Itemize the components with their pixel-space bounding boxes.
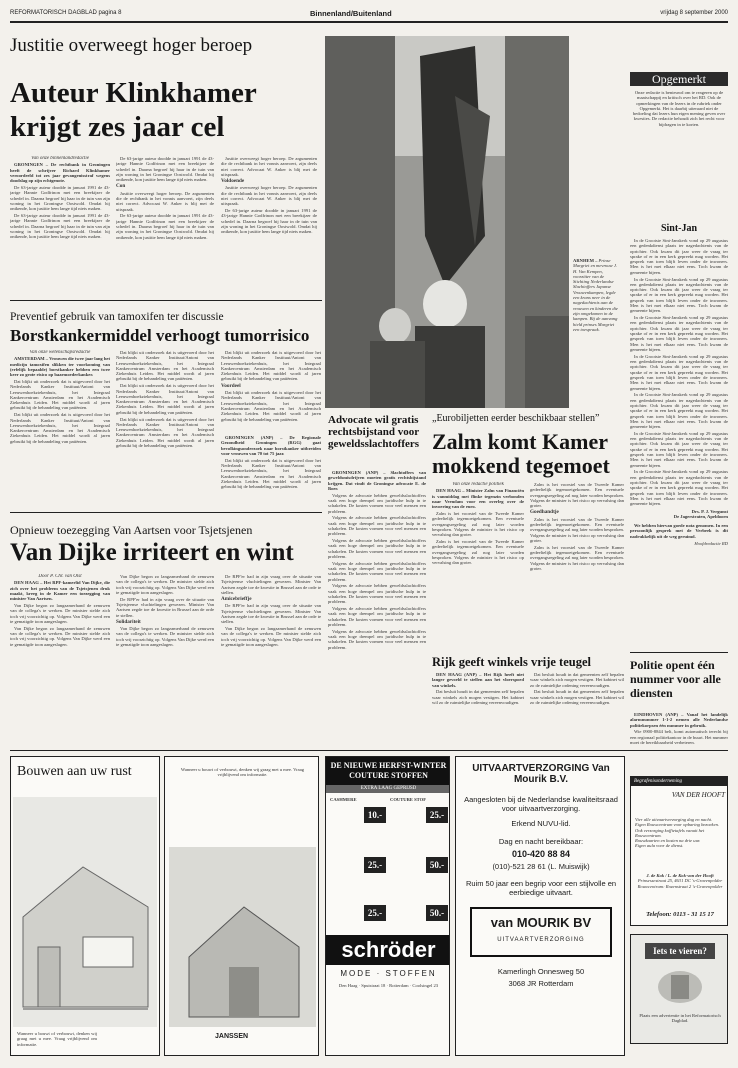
ad-vanderhooft-top: Begrafenisonderneming <box>631 777 728 786</box>
sintjan-text: In de Grootste Sint-Janskerk vond op 29 augustus een gedenkdienst plaats ter nagedachtenis van de oprichter. Ook kwam dit jaar weer de vraag ter sprake of er in een kerk gepreekt mag worden. Het gesprek van toen blijft leven onder de inwoners. Men is het met elkaar niet eens. Toch kwam de gemeente bijeen. <box>630 238 728 275</box>
ad-bouwen-text: Wanneer u bouwt of verbouwt, denken wij graag met u mee. Vraag vrijblijvend om informatie. <box>17 1031 97 1047</box>
ad-vanderhooft-item-0: Vier alle uitvaartverzorging dag en nacht. <box>635 817 713 822</box>
art1-col3-text3: De 63-jarige auteur doodde in januari 1991 de 43-jarige Hannie Godfrinon met een breekijzer de schedel in. Daarna begroef hij haar in de tuin van zijn woning in het Groningse Oostwold. Omdat hij ontkende, kon justitie hem lange tijd niets maken. <box>221 208 317 235</box>
photo-caption <box>573 258 621 408</box>
masthead-date: vrijdag 8 september 2000 <box>660 10 728 16</box>
art4-col2-text2: Zalm is het voorstel van de Tweede Kamer gedeeltelijk tegemoetgekomen. Een eventuele overgangsregeling zal nog later worden besproken. Volgens de minister is het risico op vervalsing dan groter. <box>530 516 624 543</box>
ad-schroder-header: DE NIEUWE HERFST-WINTER COUTURE STOFFEN <box>326 757 450 785</box>
art4-col2-text: Zalm is het voorstel van de Tweede Kamer gedeeltelijk tegemoetgekomen. Een eventuele overgangsregeling zal nog later worden besproken. Volgens de minister is het risico op vervalsing dan groter. <box>530 482 624 509</box>
ad-schroder-item2: COUTURE STOF <box>390 797 427 802</box>
art2-kicker: Preventief gebruik van tamoxifen ter discussie <box>10 311 224 323</box>
sintjan-text4: In de Grootste Sint-Janskerk vond op 29 augustus een gedenkdienst plaats ter nagedachtenis van de oprichter. Ook kwam dit jaar weer de vraag ter sprake of er in een kerk gepreekt mag worden. Het gesprek van toen blijft leven onder de inwoners. Men is het met elkaar niet eens. Toch kwam de gemeente bijeen. <box>630 353 728 391</box>
art2-col2 <box>116 350 214 508</box>
art2-note-text: GRONINGEN (ANP) – De Regionale Gezondheid Groningen (RGG) gaat bevolkingsonderzoek naar borstkanker uitbreiden voor vrouwen van 70 tot 75 jaar. <box>221 435 321 456</box>
sintjan-place: De Jagerstraten, Apeldoorn <box>673 513 728 519</box>
art6-sub2: Amicebrieffje <box>221 596 252 603</box>
ad-vanmourik-line2: Erkend NUVU-lid. <box>511 819 571 828</box>
masthead-section: Binnenland/Buitenland <box>310 9 392 18</box>
art6-col1 <box>10 574 110 744</box>
masthead-paper: REFORMATORISCH DAGBLAD pagina 8 <box>10 10 122 16</box>
art2-col2-text2: Dat blijkt uit onderzoek dat is uitgevoerd door het Nederlands Kanker Instituut/Antoni van Leeuwenhoekziekenhuis, het Integraal Kankercentrum Amsterdam en het Academisch Ziekenhuis Leiden. Het middel wordt al jaren gebruikt bij de behandeling van patiënten. <box>116 383 214 415</box>
art1-byline: Van onze binnenlandredactie <box>31 156 89 161</box>
art5-headline: Rijk geeft winkels vrije teugel <box>432 655 591 669</box>
ad-vanmourik-line4: Ruim 50 jaar een begrip voor een stijlvolle en eerbiedige uitvaart. <box>465 879 617 897</box>
art2-lead: AMSTERDAM – Vrouwen die twee jaar lang het medicijn tamoxifen slikken ter voorkoming van (erfelijk bepaalde) borstkanker hebben een twee keer zo grote risico op baarmoederkanker. <box>10 356 110 378</box>
ad-vanmourik-line3: Dag en nacht bereikbaar: <box>498 837 584 846</box>
ad-vanmourik-address1: Kamerlingh Onnesweg 50 <box>497 967 585 976</box>
sintjan-text5: In de Grootste Sint-Janskerk vond op 29 augustus een gedenkdienst plaats ter nagedachtenis van de oprichter. Ook kwam dit jaar weer de vraag ter sprake of er in een kerk gepreekt mag worden. Het gesprek van toen blijft leven onder de inwoners. Men is het met elkaar niet eens. Toch kwam de gemeente bijeen. <box>630 392 728 430</box>
ad-vanmourik-logo-sub: UITVAARTVERZORGING <box>497 937 585 943</box>
art3-lead: GRONINGEN (ANP) – Slachtoffers van geweldsmisdrijven moeten gratis rechtsbijstand krijgen. Dat vindt de Groningse advocate E. de Boer. <box>328 470 426 491</box>
masthead <box>10 8 728 20</box>
ad-vanderhooft-item-3: Rouwkaarten en kosten na drie uur. <box>635 838 701 844</box>
art1-col2-text: De 63-jarige auteur doodde in januari 1991 de 43-jarige Hannie Godfrinon met een breekijzer de schedel in. Daarna begroef hij haar in de tuin van zijn woning in het Groningse Oostwold. Omdat hij ontkende, kon justitie hem lange tijd niets maken. <box>116 156 214 183</box>
art6-col2-text: Van Dijke begon zo langzamerhand de zenuwen van de collega's te werken. De minister stelde zich toch vrij voorzichtig op. Volgens Van Dijke werd een te gematigde toon aangeslagen. <box>116 574 214 595</box>
rule-2 <box>10 512 322 513</box>
politie-lead: EINDHOVEN (ANP) – Vanaf het landelijk alarmnummer 1-1-2 nemen alle Nederlandse politiekorpsen één nummer in gebruik. <box>630 712 728 728</box>
sintjan-text2: In de Grootste Sint-Janskerk vond op 29 augustus een gedenkdienst plaats ter nagedachtenis van de oprichter. Ook kwam dit jaar weer de vraag ter sprake of er in een kerk gepreekt mag worden. Het gesprek van toen blijft leven onder de inwoners. Men is het met elkaar niet eens. Toch kwam de gemeente bijeen. <box>630 276 728 314</box>
art6-kicker: Opnieuw toezegging Van Aartsen voor Tsjetsjenen <box>10 523 253 537</box>
ad-janssen-illustration <box>169 847 316 1027</box>
ad-janssen-text: Wanneer u bouwt of verbouwt, denken wij graag met u mee. Vraag vrijblijvend om informatie. <box>180 767 305 778</box>
art6-col3-text: De RPF'er had in zijn vraag over de situatie van Tsjetsjeense vluchtelingen gewezen. Minister Van Aartsen zegde toe de kwestie in Brussel aan de orde te stellen. <box>221 574 321 595</box>
ad-schroder-tagline: MODE · STOFFEN <box>340 969 437 978</box>
art4-text: Zalm is het voorstel van de Tweede Kamer gedeeltelijk tegemoetgekomen. Een eventuele overgangsregeling zal nog later worden besproken. Volgens de minister is het risico op vervalsing dan groter. <box>432 510 524 538</box>
opgemerkt-title: Opgemerkt <box>630 72 728 86</box>
art3-text4: Volgens de advocate hebben geweldsslachtoffers vaak een hoge drempel om juridische hulp in te schakelen. De kosten vormen voor veel mensen een probleem. <box>328 560 426 582</box>
ad-vanmourik-logo: van MOURIK BV <box>490 915 592 930</box>
art5-col2-text: Dat besluit houdt in dat gemeenten zelf bepalen waar winkels zich mogen vestigen. Het kabinet wil zo de ruimtelijke ordening vereenvoudigen. <box>530 672 624 688</box>
art1-headline: Auteur Klinkhamer krijgt zes jaar cel <box>10 77 257 143</box>
ad-schroder-price6: 50.- <box>426 905 448 921</box>
art2-text2: Dat blijkt uit onderzoek dat is uitgevoerd door het Nederlands Kanker Instituut/Antoni van Leeuwenhoekziekenhuis, het Integraal Kankercentrum Amsterdam en het Academisch Ziekenhuis Leiden. Het middel wordt al jaren gebruikt bij de behandeling van patiënten. <box>10 412 110 444</box>
art2-note-text2: Dat blijkt uit onderzoek dat is uitgevoerd door het Nederlands Kanker Instituut/Antoni van Leeuwenhoekziekenhuis, het Integraal Kankercentrum Amsterdam en het Academisch Ziekenhuis Leiden. Het middel wordt al jaren gebruikt bij de behandeling van patiënten. <box>221 457 321 490</box>
art4-headline: Zalm komt Kamer mokkend tegemoet <box>432 429 610 478</box>
masthead-rule <box>10 21 728 23</box>
art3-text7: Volgens de advocate hebben geweldsslachtoffers vaak een hoge drempel om juridische hulp in te schakelen. De kosten vormen voor veel mensen een probleem. <box>328 628 426 650</box>
ad-bouwen-title: Bouwen aan uw rust <box>17 764 132 779</box>
politie-body <box>630 712 728 772</box>
ad-vanmourik-phone1: 010-420 88 84 <box>511 849 571 859</box>
art1-lead: GRONINGEN – De rechtbank in Groningen heeft de schrijver Richard Klinkhamer veroordeeld tot zes jaar gevangenisstraf wegens doodslag op zijn echtgenote. <box>10 162 110 184</box>
art2-col2-text: Dat blijkt uit onderzoek dat is uitgevoerd door het Nederlands Kanker Instituut/Antoni van Leeuwenhoekziekenhuis, het Integraal Kankercentrum Amsterdam en het Academisch Ziekenhuis Leiden. Het middel wordt al jaren gebruikt bij de behandeling van patiënten. <box>116 350 214 382</box>
ad-vanderhooft-item-2: Ook verzorging koffietafels vanuit het Rouwcentrum. <box>635 827 705 838</box>
ad-schroder-strip: EXTRA LAAG GEPRIJSD <box>326 785 450 793</box>
opgemerkt-box <box>630 36 728 216</box>
sintjan-signature: Drs. P. J. Vergunst <box>691 508 728 514</box>
art6-sub1: Solidariteit <box>116 618 141 625</box>
photo-caption-lead: ARNHEM – <box>573 258 598 263</box>
art4-byline: Van onze redactie politiek <box>452 482 504 487</box>
ad-bottom-illustration <box>651 967 709 1007</box>
ad-vanderhooft-item-4: Eigen aula voor de dienst. <box>635 843 684 849</box>
ad-schroder-address: Den Haag · Spuistraat 18 · Rotterdam · Coolsingel 23 <box>338 983 439 988</box>
art1-col3-text2: Justitie overweegt hoger beroep. De argumenten die de rechtbank in het vonnis aanvoert, zijn deels niet correct. Advocaat W. Anker is blij met de uitspraak. <box>221 185 317 207</box>
sintjan-closing: We hebben hiervan goede nota genomen. In een persoonlijk gesprek met de Verbeek is dit nadrukkelijk uit de weg geruimd. <box>630 523 728 539</box>
art1-col2-text2: Justitie overweegt hoger beroep. De argumenten die de rechtbank in het vonnis aanvoert, zijn deels niet correct. Advocaat W. Anker is blij met de uitspraak. <box>116 190 214 212</box>
art6-col2-text2: De RPF'er had in zijn vraag over de situatie van Tsjetsjeense vluchtelingen gewezen. Minister Van Aartsen zegde toe de kwestie in Brussel aan de orde te stellen. <box>116 596 214 618</box>
art4-lead: DEN HAAG – Minister Zalm van Financiën is vanmiddag met flinke tegenzin verbonden naar Veendam voor een overleg over de invoering van de euro. <box>432 488 524 510</box>
art3-text: Volgens de advocate hebben geweldsslachtoffers vaak een hoge drempel om juridische hulp in te schakelen. De kosten vormen voor veel mensen een probleem. <box>328 492 426 514</box>
art6-byline: Door P. Chr. van Olst <box>38 574 82 579</box>
rule-ads <box>10 750 728 751</box>
sintjan-title: Sint-Jan <box>660 223 698 234</box>
art3-text2: Volgens de advocate hebben geweldsslachtoffers vaak een hoge drempel om juridische hulp in te schakelen. De kosten vormen voor veel mensen een probleem. <box>328 515 426 537</box>
art2-note <box>221 435 321 507</box>
opgemerkt-text: Onze redactie is benieuwd om te reageren op de maatschappij en kritisch over het RD. Ook de opmerkingen van de lezers in de rubriek onder Opgemerkt. Het is daarbij uiteraard niet de bedoeling dat lezers hun eigen mening geven over kwesties. De redactie behoudt zich het recht voor bijdragen in te korten. <box>632 90 726 127</box>
art1-col2-text3: De 63-jarige auteur doodde in januari 1991 de 43-jarige Hannie Godfrinon met een breekijzer de schedel in. Daarna begroef hij haar in de tuin van zijn woning in het Groningse Oostwold. Omdat hij ontkende, kon justitie hem lange tijd niets maken. <box>116 213 214 240</box>
ad-vanmourik <box>455 756 625 1056</box>
art6-lead: DEN HAAG – Het RPF-kamerlid Van Dijke, die zich over het probleem van de Tsjetsjenen druk maakt, kreeg in de Kamer een toezegging van minister Van Aartsen. <box>10 580 110 602</box>
art6-col3 <box>221 574 321 744</box>
art3-text3: Volgens de advocate hebben geweldsslachtoffers vaak een hoge drempel om juridische hulp in te schakelen. De kosten vormen voor veel mensen een probleem. <box>328 538 426 559</box>
art5-col1 <box>432 672 524 744</box>
art1-col2 <box>116 156 214 296</box>
sintjan-body <box>630 238 728 650</box>
art1-col3-text: Justitie overweegt hoger beroep. De argumenten die de rechtbank in het vonnis aanvoert, zijn deels niet correct. Advocaat W. Anker is blij met de uitspraak. <box>221 156 317 177</box>
art4-col1 <box>432 482 524 647</box>
ad-bottom-title: Iets te vieren? <box>645 943 715 959</box>
art4-kicker: „Eurobiljetten eerder beschikbaar stellen” <box>432 413 600 424</box>
ad-vanderhooft-list <box>635 817 725 865</box>
art3-text6: Volgens de advocate hebben geweldsslachtoffers vaak een hoge drempel om juridische hulp in te schakelen. De kosten vormen voor veel mensen een probleem. <box>328 606 426 628</box>
art2-byline: Van onze wetenschapsredactie <box>29 350 91 355</box>
ad-bottom <box>630 934 728 1044</box>
sintjan-text6: In de Grootste Sint-Janskerk vond op 29 augustus een gedenkdienst plaats ter nagedachtenis van de oprichter. Ook kwam dit jaar weer de vraag ter sprake of er in een kerk gepreekt mag worden. Het gesprek van toen blijft leven onder de inwoners. Men is het met elkaar niet eens. Toch kwam de gemeente bijeen. <box>630 430 728 468</box>
art5-text: Dat besluit houdt in dat gemeenten zelf bepalen waar winkels zich mogen vestigen. Het kabinet wil zo de ruimtelijke ordening vereenvoudigen. <box>432 689 524 705</box>
art2-sub: Voordeel <box>221 382 241 389</box>
art5-col2-text2: Dat besluit houdt in dat gemeenten zelf bepalen waar winkels zich mogen vestigen. Het kabinet wil zo de ruimtelijke ordening vereenvoudigen. <box>530 689 624 705</box>
ad-vanderhooft-address <box>635 873 725 909</box>
rule-3 <box>630 652 728 653</box>
art2-col2-text3: Dat blijkt uit onderzoek dat is uitgevoerd door het Nederlands Kanker Instituut/Antoni van Leeuwenhoekziekenhuis, het Integraal Kankercentrum Amsterdam en het Academisch Ziekenhuis Leiden. Het middel wordt al jaren gebruikt bij de behandeling van patiënten. <box>116 416 214 449</box>
art1-sub1: Con <box>116 183 126 190</box>
art6-col3-text3: Van Dijke begon zo langzamerhand de zenuwen van de collega's te werken. De minister stelde zich toch vrij voorzichtig op. Volgens Van Dijke werd een te gematigde toon aangeslagen. <box>221 626 321 648</box>
news-photo <box>325 36 569 408</box>
sintjan-text7: In de Grootste Sint-Janskerk vond op 29 augustus een gedenkdienst plaats ter nagedachtenis van de oprichter. Ook kwam dit jaar weer de vraag ter sprake of er in een kerk gepreekt mag worden. Het gesprek van toen blijft leven onder de inwoners. Men is het met elkaar niet eens. Toch kwam de gemeente bijeen. <box>630 469 728 507</box>
ad-bottom-text: Plaats een advertentie in het Reformatorisch Dagblad. <box>639 1013 721 1024</box>
ad-schroder-brand: schröder <box>326 935 450 965</box>
ad-vanderhooft-phone: Telefoon: 0113 - 31 15 17 <box>646 911 714 918</box>
art1-kicker: Justitie overweegt hoger beroep <box>10 35 253 56</box>
politie-text: Wie 0900-8844 belt, komt automatisch terecht bij een regionaal politiekantoor in de buurt. Het nummer moet de bereikbaarheid verbeteren. <box>630 729 728 745</box>
ad-vanderhooft-item-1: Eigen Rouwcentrum voor opbaring bezoeken. <box>635 822 720 828</box>
politie-headline: Politie opent één nummer voor alle diensten <box>630 658 721 700</box>
art2-col3-text2: Dat blijkt uit onderzoek dat is uitgevoerd door het Nederlands Kanker Instituut/Antoni van Leeuwenhoekziekenhuis, het Integraal Kankercentrum Amsterdam en het Academisch Ziekenhuis Leiden. Het middel wordt al jaren gebruikt bij de behandeling van patiënten. <box>221 390 321 422</box>
ad-vanmourik-phone2: (010)-521 28 61 (L. Muiswijk) <box>492 862 590 871</box>
ad-bouwen <box>10 756 160 1056</box>
ad-schroder-price3: 25.- <box>364 857 386 873</box>
ad-vanmourik-logo-box <box>470 907 612 957</box>
ad-schroder-item1: CASHMERE <box>330 797 357 802</box>
art1-col3 <box>221 156 317 296</box>
art6-text: Van Dijke begon zo langzamerhand de zenuwen van de collega's te werken. De minister stelde zich toch vrij voorzichtig op. Volgens Van Dijke werd een te gematigde toon aangeslagen. <box>10 602 110 624</box>
art2-headline: Borstkankermiddel verhoogt tumorrisico <box>10 326 310 345</box>
ad-vanderhooft-brand: VAN DER HOOFT <box>671 791 725 799</box>
art4-col2 <box>530 482 624 647</box>
art3-body <box>328 470 426 738</box>
ad-vanmourik-line1: Aangesloten bij de Nederlandse kwaliteitsraad voor uitvaartverzorging. <box>464 795 618 813</box>
ad-vanmourik-address2: 3068 JR Rotterdam <box>508 979 574 988</box>
art6-text2: Van Dijke begon zo langzamerhand de zenuwen van de collega's te werken. De minister stelde zich toch vrij voorzichtig op. Volgens Van Dijke werd een te gematigde toon aangeslagen. <box>10 625 110 647</box>
art2-col1 <box>10 350 110 508</box>
ad-janssen <box>164 756 319 1056</box>
art5-col2 <box>530 672 624 744</box>
sintjan-closing-sign: Hoofdredactie RD <box>694 540 728 546</box>
rule-1 <box>10 300 322 301</box>
ad-schroder <box>325 756 450 1056</box>
photo-image <box>325 36 569 408</box>
art2-col3-text: Dat blijkt uit onderzoek dat is uitgevoerd door het Nederlands Kanker Instituut/Antoni van Leeuwenhoekziekenhuis, het Integraal Kankercentrum Amsterdam en het Academisch Ziekenhuis Leiden. Het middel wordt al jaren gebruikt bij de behandeling van patiënten. <box>221 350 321 382</box>
ad-vanderhooft-addr2: Prinsessestraat 25, 4631 DC 's-Gravenpolder <box>637 878 723 884</box>
ad-schroder-price2: 25.- <box>426 807 448 823</box>
art5-lead: DEN HAAG (ANP) – Het Rijk heeft niet langer gevoeld te stellen aan het vloerspoed van winkels. <box>432 672 524 688</box>
ad-vanderhooft <box>630 776 728 926</box>
art6-col3-text2: De RPF'er had in zijn vraag over de situatie van Tsjetsjeense vluchtelingen gewezen. Minister Van Aartsen zegde toe de kwestie in Brussel aan de orde te stellen. <box>221 603 321 625</box>
ad-vanderhooft-addr1: J. de Kok / L. de Kok-van der Hooft <box>646 873 714 878</box>
art3-text5: Volgens de advocate hebben geweldsslachtoffers vaak een hoge drempel om juridische hulp in te schakelen. De kosten vormen voor veel mensen een probleem. <box>328 583 426 605</box>
sintjan-text3: In de Grootste Sint-Janskerk vond op 29 augustus een gedenkdienst plaats ter nagedachtenis van de oprichter. Ook kwam dit jaar weer de vraag ter sprake of er in een kerk gepreekt mag worden. Het gesprek van toen blijft leven onder de inwoners. Men is het met elkaar niet eens. Toch kwam de gemeente bijeen. <box>630 315 728 352</box>
ad-schroder-price4: 50.- <box>426 857 448 873</box>
ad-vanderhooft-addr3: Rouwcentrum: Rozenstraat 2 's-Gravenpolder <box>637 883 723 889</box>
art1-text: De 63-jarige auteur doodde in januari 1991 de 43-jarige Hannie Godfrinon met een breekijzer de schedel in. Daarna begroef hij haar in de tuin van zijn woning in het Groningse Oostwold. Omdat hij ontkende, kon justitie hem lange tijd niets maken. <box>10 184 110 212</box>
art1-sub2: Voldoende <box>221 178 245 185</box>
art3-kicker: Advocate wil gratis rechtsbijstand voor geweldsslachtoffers <box>328 414 420 450</box>
ad-janssen-logo: JANSSEN <box>215 1033 249 1040</box>
ad-schroder-price1: 10.- <box>364 807 386 823</box>
art4-col2-text3: Zalm is het voorstel van de Tweede Kamer gedeeltelijk tegemoetgekomen. Een eventuele overgangsregeling zal nog later worden besproken. Volgens de minister is het risico op vervalsing dan groter. <box>530 544 624 571</box>
art6-col2 <box>116 574 214 744</box>
art6-col2-text3: Van Dijke begon zo langzamerhand de zenuwen van de collega's te werken. De minister stelde zich toch vrij voorzichtig op. Volgens Van Dijke werd een te gematigde toon aangeslagen. <box>116 626 214 648</box>
photo-caption-text: Prinse Margriet en mevrouw J. H. Van Kempen, voorzitter van de Stichting Nederlandse Slachtoffers Japanse Vrouwenkampen, legde een krans neer in de nagedachtenis aan de vrouwen en kinderen die zijn omgekomen in de kampen. Bij de aanvang hield prinses Margriet een toespraak. <box>573 258 618 332</box>
art4-sub: Goedhandtje <box>530 509 559 516</box>
art2-text: Dat blijkt uit onderzoek dat is uitgevoerd door het Nederlands Kanker Instituut/Antoni van Leeuwenhoekziekenhuis, het Integraal Kankercentrum Amsterdam en het Academisch Ziekenhuis Leiden. Het middel wordt al jaren gebruikt bij de behandeling van patiënten. <box>10 378 110 411</box>
art1-text-b: De 63-jarige auteur doodde in januari 1991 de 43-jarige Hannie Godfrinon met een breekijzer de schedel in. Daarna begroef hij haar in de tuin van zijn woning in het Groningse Oostwold. Omdat hij ontkende, kon justitie hem lange tijd niets maken. <box>10 212 110 240</box>
ad-schroder-price5: 25.- <box>364 905 386 921</box>
ad-vanmourik-title: UITVAARTVERZORGING Van Mourik B.V. <box>472 763 610 785</box>
ad-bouwen-illustration <box>13 797 157 1027</box>
art4-text2: Zalm is het voorstel van de Tweede Kamer gedeeltelijk tegemoetgekomen. Een eventuele overgangsregeling zal nog later worden besproken. Volgens de minister is het risico op vervalsing dan groter. <box>432 538 524 566</box>
art1-body <box>10 156 110 296</box>
art6-headline: Van Dijke irriteert en wint <box>10 539 294 566</box>
